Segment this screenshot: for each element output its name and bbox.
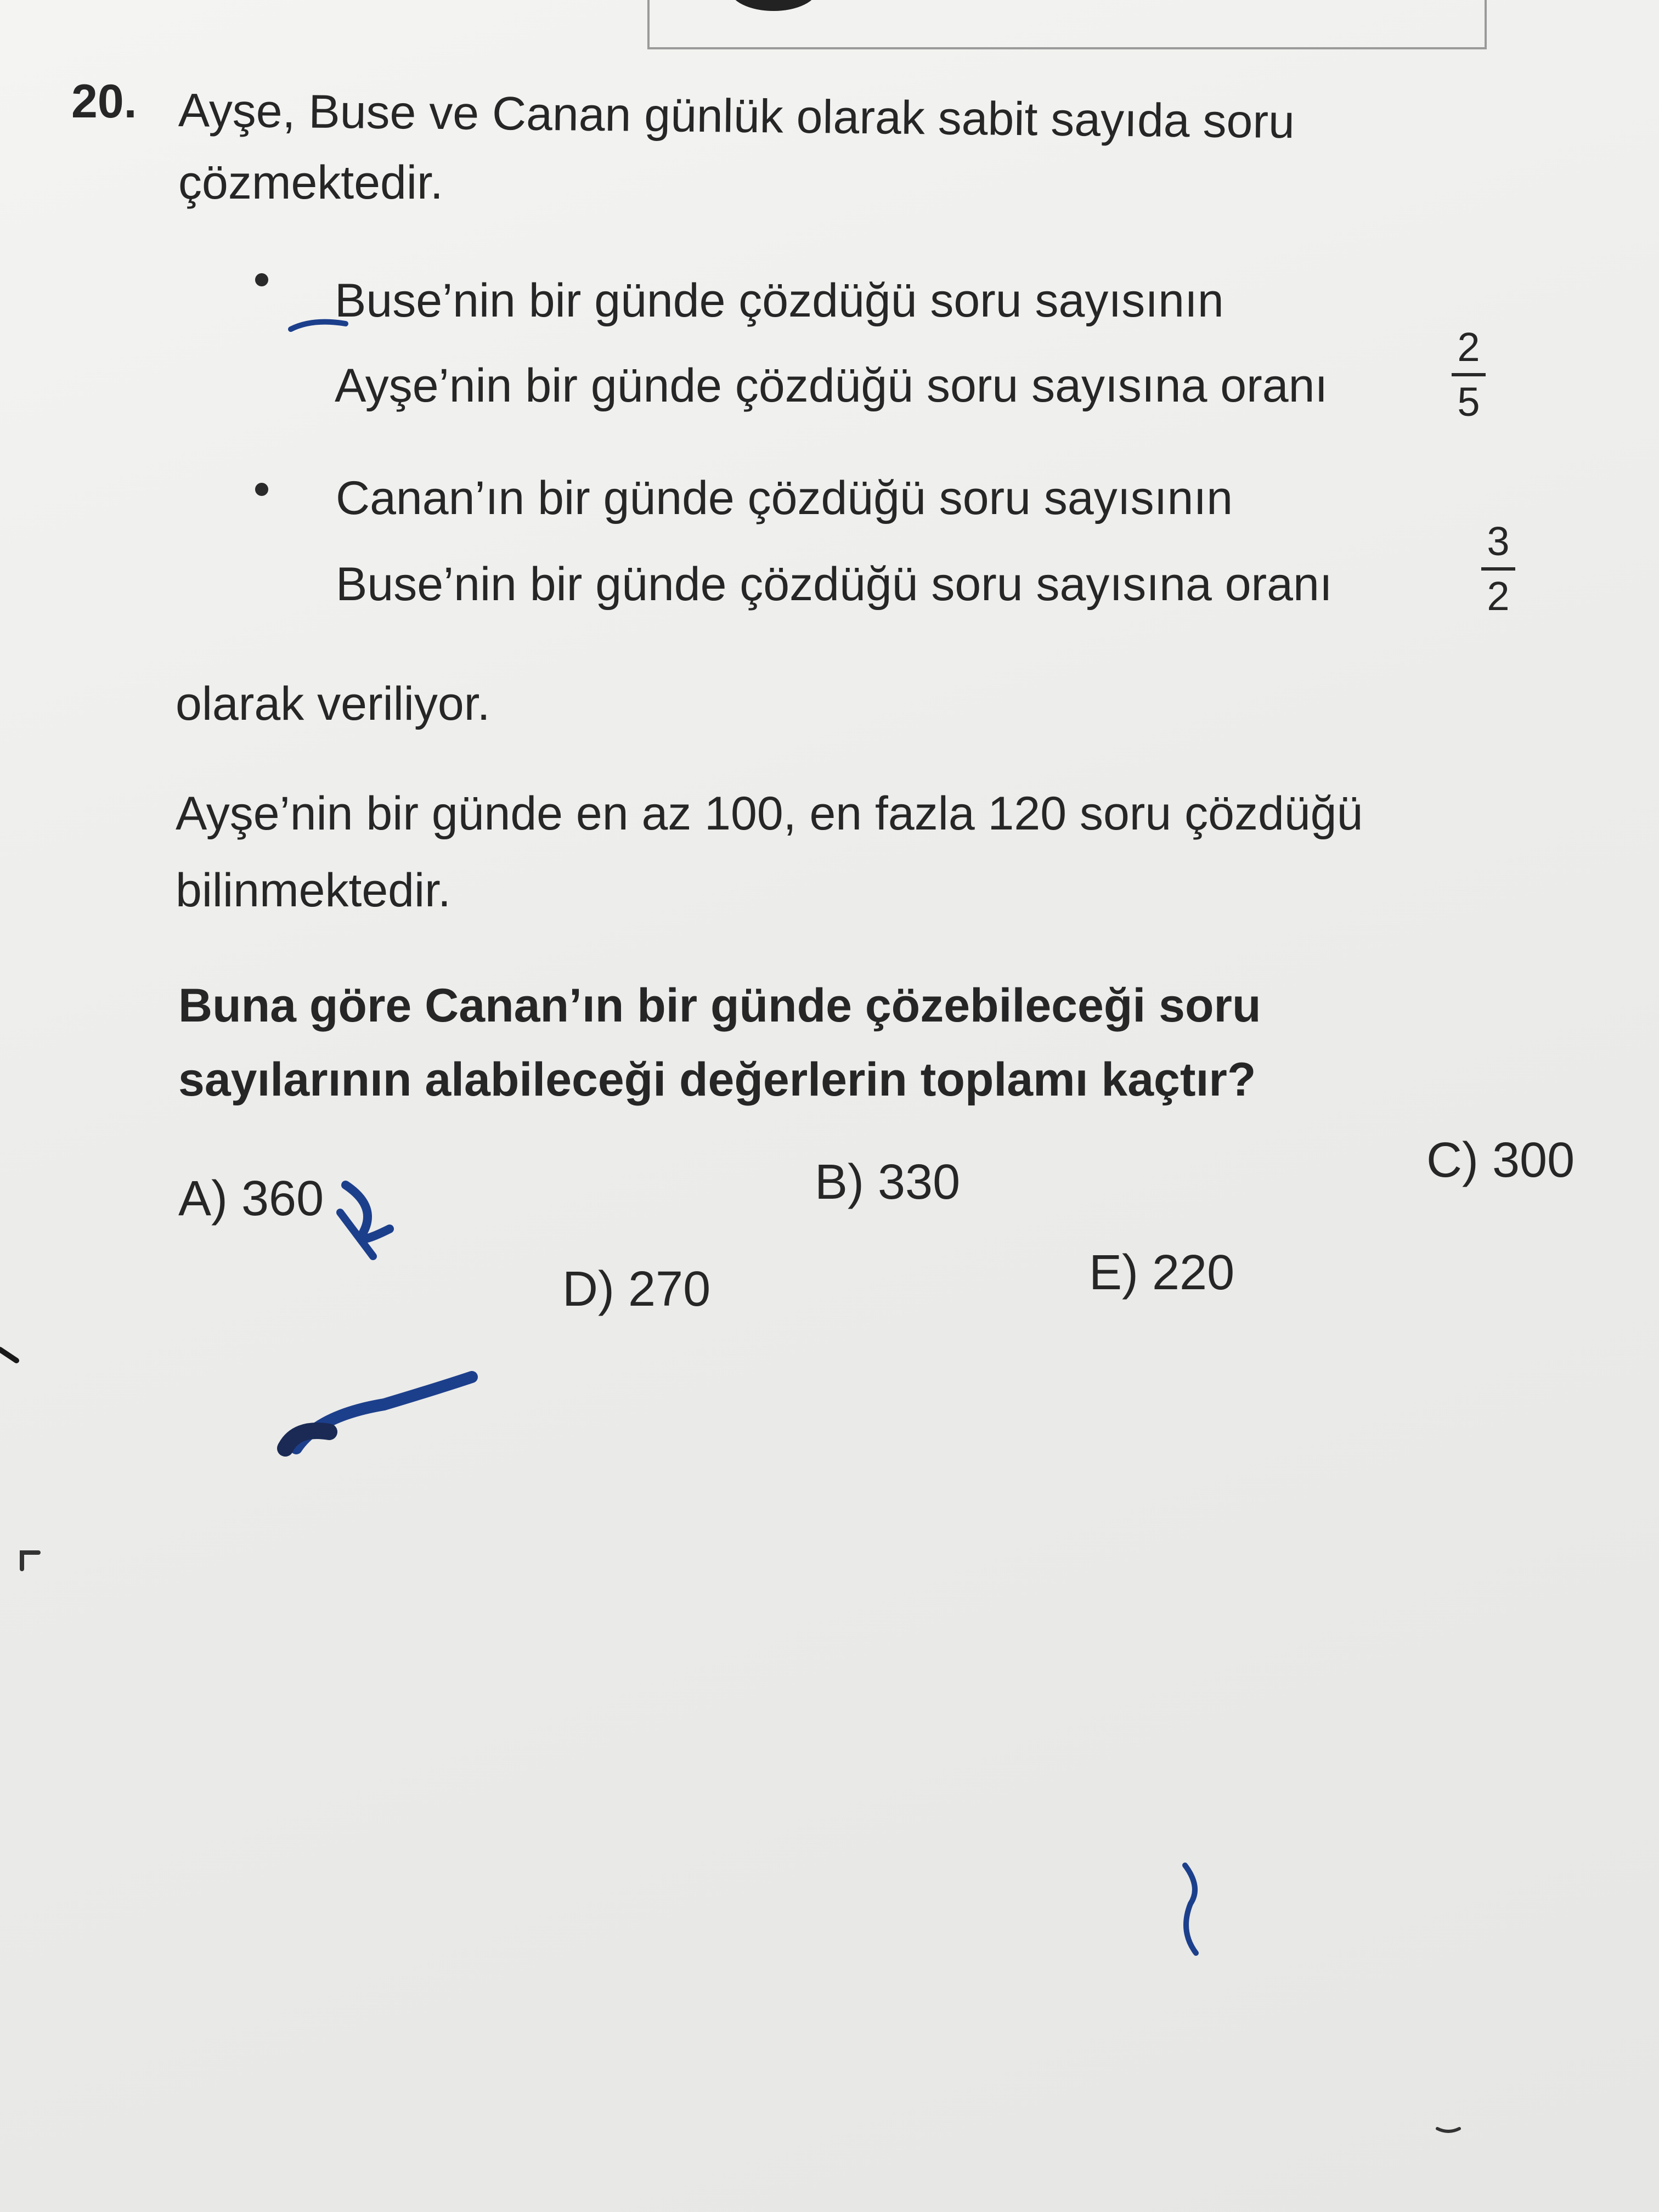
option-c[interactable]: C) 300 bbox=[1426, 1133, 1575, 1188]
fraction-numerator: 2 bbox=[1457, 324, 1480, 370]
bullet-2-line-1: Canan’ın bir günde çözdüğü soru sayısının bbox=[336, 472, 1233, 524]
question-prompt-line-1: Buna göre Canan’ın bir günde çözebileceği soru bbox=[178, 979, 1261, 1032]
bullet-2-line-2: Buse’nin bir günde çözdüğü soru sayısına oranı bbox=[336, 558, 1333, 611]
question-intro-line-2: çözmektedir. bbox=[178, 156, 443, 209]
info-line-1: Ayşe’nin bir günde en az 100, en fazla 120 soru çözdüğü bbox=[176, 787, 1363, 840]
bullet-1-line-1: Buse’nin bir günde çözdüğü soru sayısının bbox=[335, 274, 1224, 327]
pen-stroke bbox=[22, 1553, 38, 1569]
option-b[interactable]: B) 330 bbox=[815, 1155, 961, 1210]
fraction-denominator: 2 bbox=[1487, 573, 1510, 619]
option-a[interactable]: A) 360 bbox=[178, 1171, 324, 1226]
question-prompt-line-2: sayılarının alabileceği değerlerin toplamı kaçtır? bbox=[178, 1053, 1256, 1106]
bullet-1-line-2: Ayşe’nin bir günde çözdüğü soru sayısına oranı bbox=[335, 359, 1328, 412]
option-d[interactable]: D) 270 bbox=[562, 1262, 711, 1317]
pen-stroke bbox=[0, 1350, 16, 1361]
info-line-2: bilinmektedir. bbox=[176, 864, 451, 917]
pen-stroke bbox=[291, 322, 346, 329]
pen-stroke bbox=[1437, 2129, 1459, 2131]
pen-stroke bbox=[285, 1431, 329, 1448]
given-text: olarak veriliyor. bbox=[176, 678, 490, 730]
fraction-numerator: 3 bbox=[1487, 518, 1510, 564]
question-intro-line-1: Ayşe, Buse ve Canan günlük olarak sabit sayıda soru bbox=[178, 84, 1295, 149]
fraction-denominator: 5 bbox=[1457, 379, 1480, 425]
option-e[interactable]: E) 220 bbox=[1089, 1245, 1235, 1300]
pen-stroke bbox=[1185, 1865, 1196, 1953]
question-number: 20. bbox=[71, 75, 137, 128]
